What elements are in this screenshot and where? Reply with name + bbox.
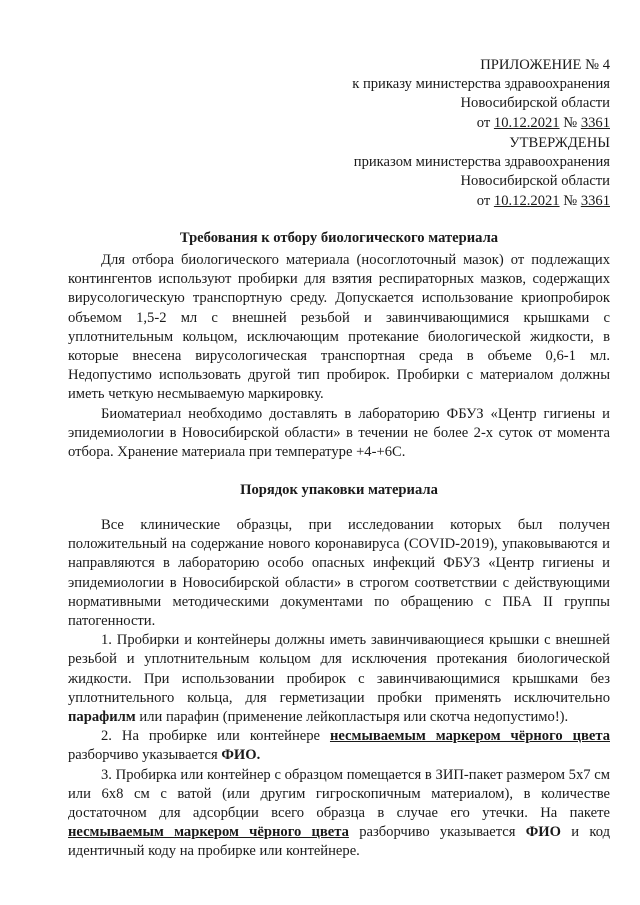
item1-text-end: или парафин (применение лейкопластыря или скотча недопустимо!).: [135, 709, 569, 726]
approved-date: 10.12.2021: [493, 192, 560, 209]
section1-body: [68, 251, 610, 462]
item3-text: 3. Пробирка или контейнер с образцом помещается в ЗИП-пакет размером 5х7 см или 6х8 см с ватой (или другим гигроскопичным материалом), в количестве достаточном для адсорбции всего образца в случае его утечки. На пакете: [68, 766, 610, 822]
approved-region-line: Новосибирской области: [460, 173, 610, 190]
appendix-date: 10.12.2021: [493, 114, 560, 131]
section2-item-1: [68, 631, 610, 727]
appendix-region-line: Новосибирской области: [460, 95, 610, 112]
item1-text: 1. Пробирки и контейнеры должны иметь завинчивающиеся крышки с внешней резьбой и уплотнительным кольцом для исключения протекания биологической жидкости. При использовании пробирок с завинчивающимися крышками без уплотнительного кольца, для герметизации пробки применять исключительно: [68, 632, 610, 706]
section2-item-2: [68, 727, 610, 765]
approved-number-prefix: №: [559, 192, 581, 209]
approved-number: 3361: [580, 192, 610, 209]
approved-date-line: [354, 192, 610, 211]
appendix-date-line: [352, 114, 610, 133]
appendix-number-prefix: №: [559, 114, 581, 131]
item2-marker-phrase: несмываемым маркером чёрного цвета: [329, 728, 610, 745]
appendix-title: ПРИЛОЖЕНИЕ № 4: [480, 57, 610, 73]
approved-title: УТВЕРЖДЕНЫ: [509, 135, 610, 151]
item2-text: 2. На пробирке или контейнере: [101, 728, 330, 745]
appendix-order-line: к приказу министерства здравоохранения: [352, 76, 610, 93]
item3-marker-phrase: несмываемым маркером чёрного цвета: [68, 824, 349, 841]
approved-header: [354, 134, 610, 211]
approved-date-prefix: от: [476, 192, 494, 209]
item2-fio: ФИО.: [221, 747, 261, 764]
approved-order-line: приказом министерства здравоохранения: [353, 154, 610, 171]
appendix-header: [352, 56, 610, 133]
item3-text-mid: разборчиво указывается: [348, 824, 526, 841]
section1-title: Требования к отбору биологического материала: [179, 230, 499, 246]
section2-item-3: [68, 766, 610, 862]
appendix-date-prefix: от: [476, 114, 494, 131]
section2-body: [68, 516, 610, 862]
section1-paragraph-1: Для отбора биологического материала (носоглоточный мазок) от подлежащих контингентов используют пробирки для взятия респираторных мазков, содержащих вирусологическую транспортную среду. Допускается использование криопробирок объемом 1,5-2 мл с внешней резьбой и завинчивающимися крышками с уплотнительным кольцом, исключающим протекание биологической жидкости, в которые внесена вирусологическая транспортная среда в объеме 0,6-1 мл. Недопустимо использовать другой тип пробирок. Пробирки с материалом должны иметь четкую несмываемую маркировку.: [68, 252, 610, 403]
appendix-number: 3361: [580, 114, 610, 131]
section1-paragraph-2: Биоматериал необходимо доставлять в лабораторию ФБУЗ «Центр гигиены и эпидемиологии в Новосибирской области» в течении не более 2-х суток от момента отбора. Хранение материала при температуре +4-+6С.: [68, 405, 610, 461]
section2-title: Порядок упаковки материала: [240, 482, 438, 498]
item1-parafilm: парафилм: [68, 709, 136, 726]
item3-fio: ФИО: [525, 824, 562, 841]
item2-text-mid: разборчиво указывается: [68, 747, 222, 764]
item3-text-end: и код идентичный коду на пробирке или контейнере.: [68, 824, 610, 860]
section2-paragraph-1: Все клинические образцы, при исследовании которых был получен положительный на содержание нового коронавируса (COVID-2019), упаковываются и направляются в лабораторию особо опасных инфекций ФБУЗ «Центр гигиены и эпидемиологии в Новосибирской области» в строгом соответствии с действующими нормативными методическими документами по обращению с ПБА II группы патогенности.: [68, 517, 610, 630]
